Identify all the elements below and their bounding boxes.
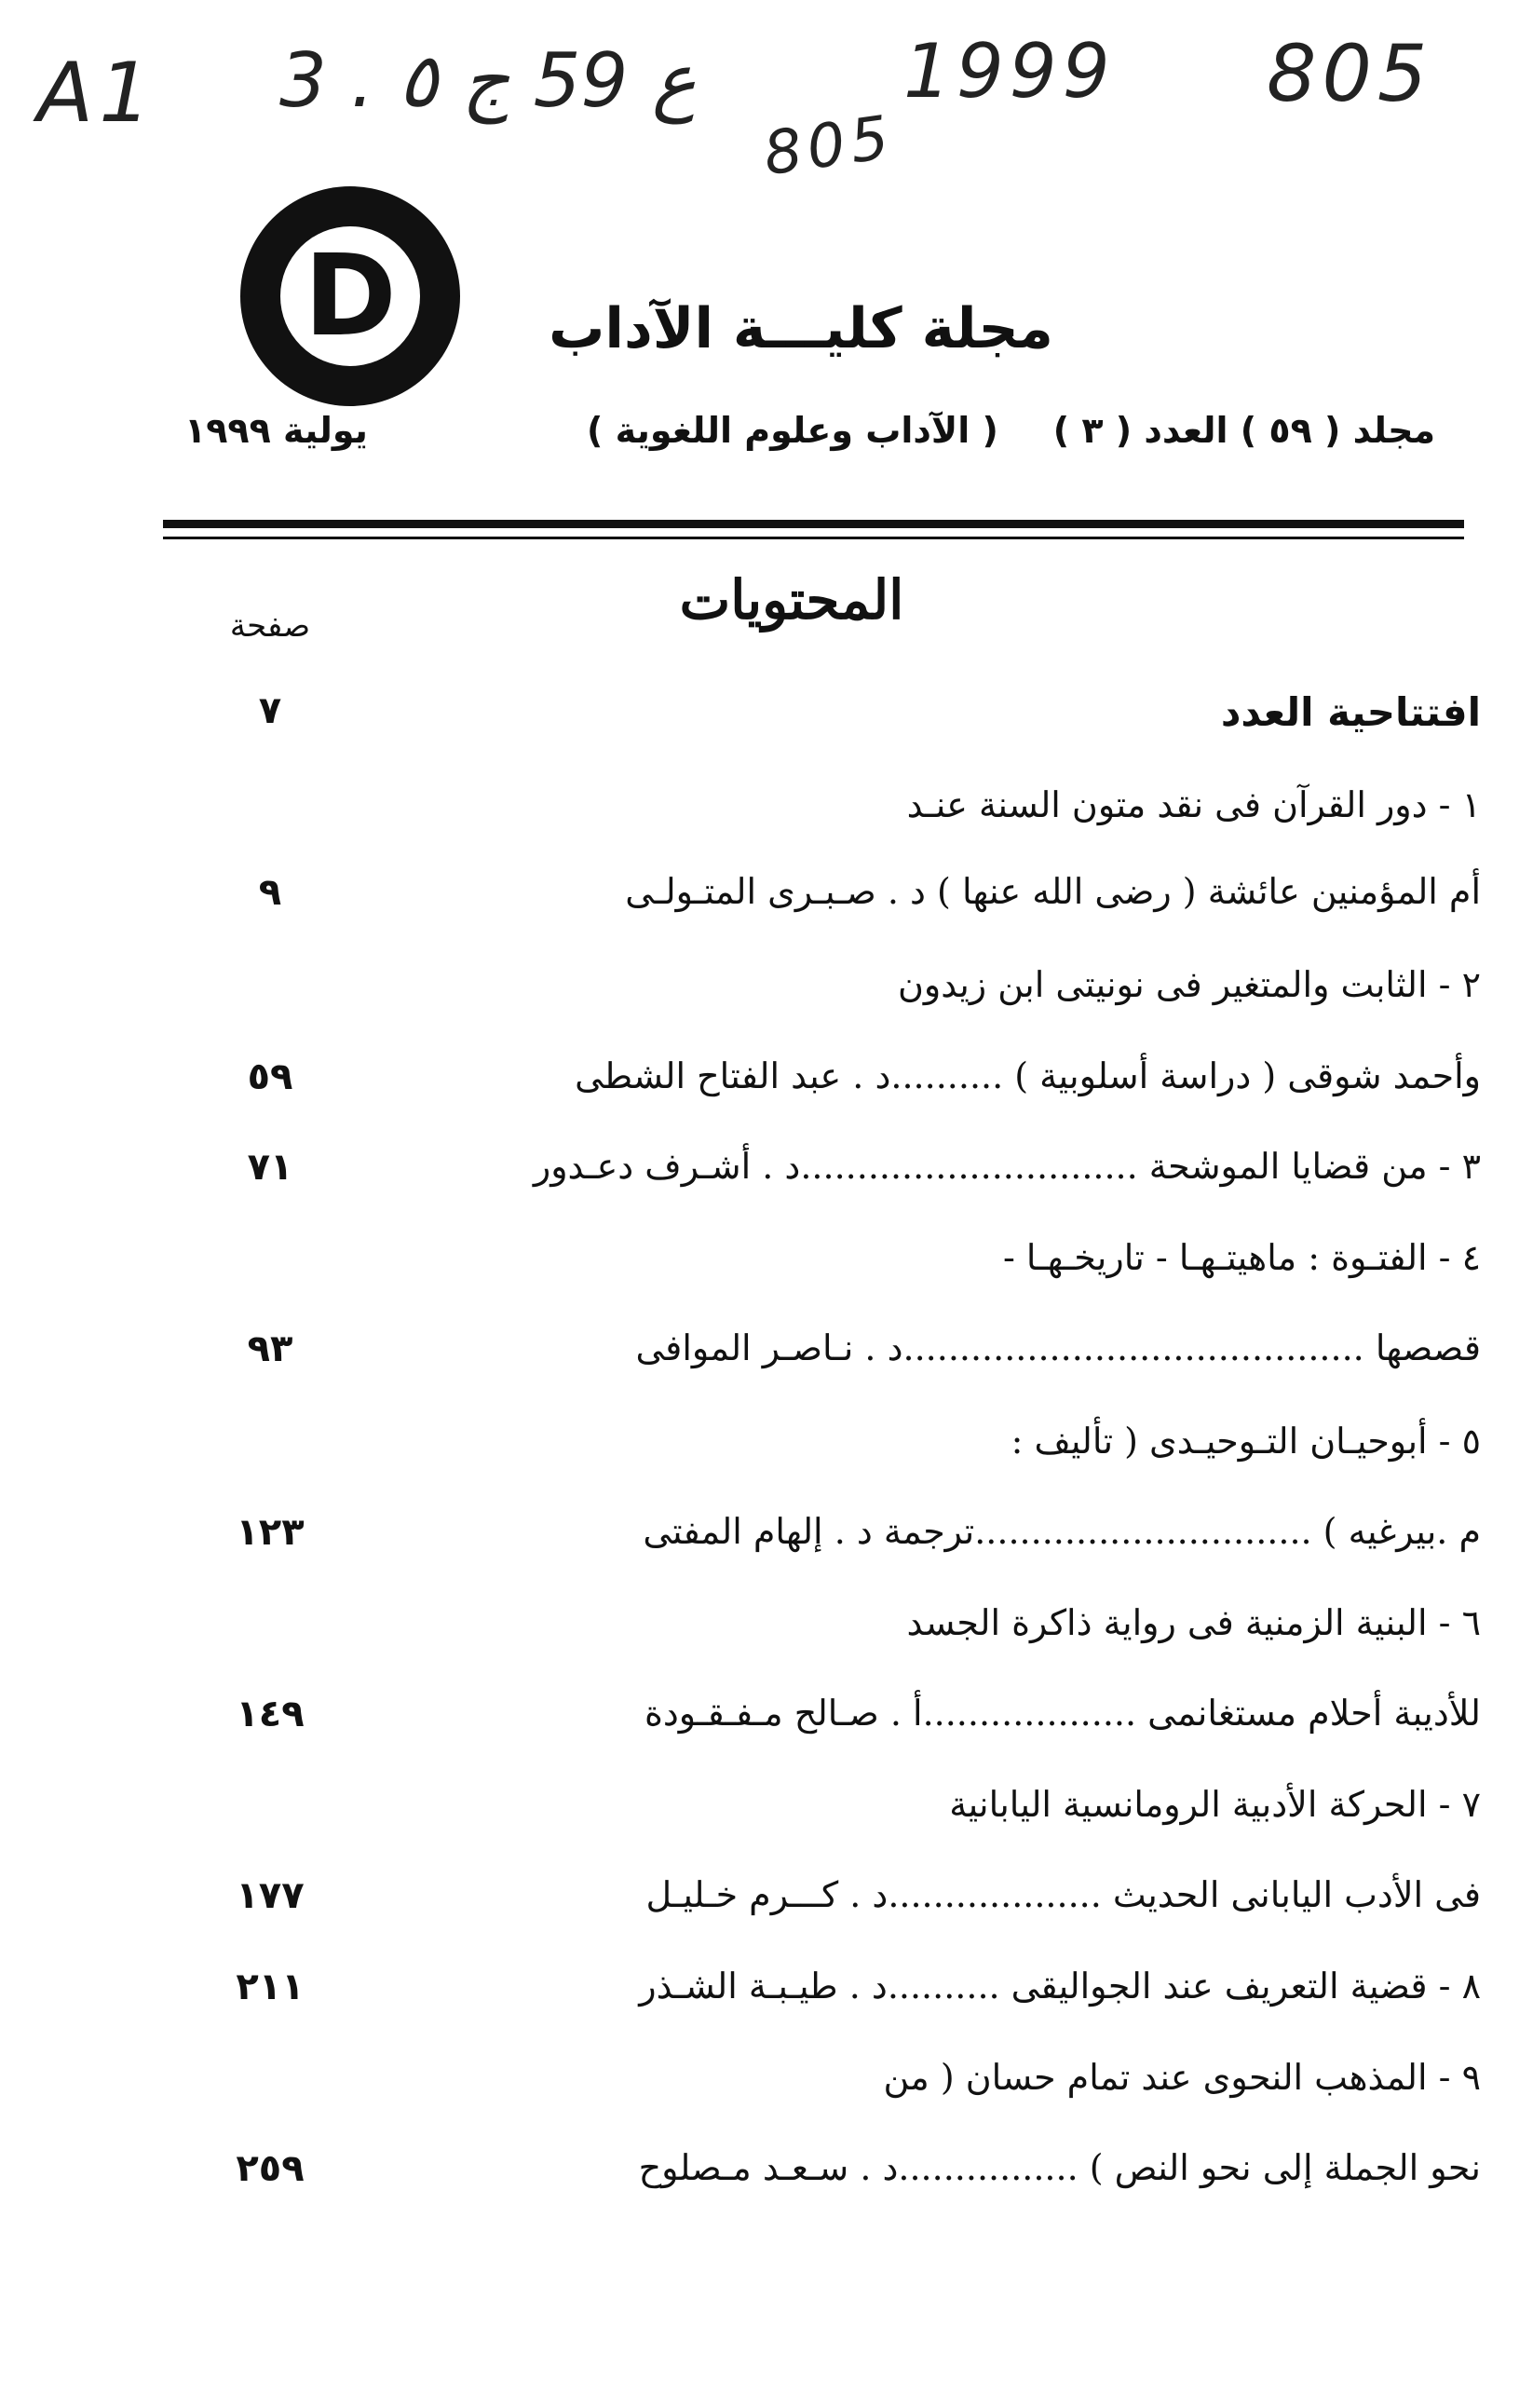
toc-row — [214, 689, 1481, 755]
handwritten-number: 805 — [1267, 28, 1433, 119]
toc-page-number: ٩٣ — [247, 1327, 293, 1370]
toc-entry-text: ٦ - البنية الزمنية فى رواية ذاكرة الجسد — [906, 1602, 1481, 1643]
toc-page-number: ٧١ — [247, 1146, 293, 1189]
toc-entry-text: ١ - دور القرآن فى نقد متون السنة عنـد — [906, 784, 1481, 825]
page-column-header: صفحة — [229, 607, 311, 645]
toc-entry-text: ٩ - المذهب النحوى عند تمام حسان ( من — [883, 2057, 1481, 2098]
toc-entry-text: ٧ - الحركة الأدبية الرومانسية اليابانية — [949, 1784, 1481, 1825]
toc-page-number: ٥٩ — [247, 1055, 293, 1098]
toc-row — [214, 1511, 1481, 1576]
toc-page-number: ٢١١ — [236, 1966, 305, 2008]
toc-row — [214, 1874, 1481, 1939]
journal-title: مجلة كليـــة الآداب — [549, 296, 1053, 361]
toc-entry-text: ٢ - الثابت والمتغير فى نونيتى ابن زيدون — [898, 964, 1481, 1005]
toc-row — [214, 1602, 1481, 1667]
volume-issue: مجلد ( ٥٩ ) العدد ( ٣ ) — [1052, 410, 1435, 451]
toc-page-number: ٩ — [258, 871, 282, 914]
toc-page-number: ٢٥٩ — [236, 2147, 305, 2190]
logo-letter: D — [280, 226, 420, 366]
toc-page-number: ١٢٣ — [236, 1511, 305, 1554]
toc-row — [214, 2057, 1481, 2122]
toc-page-number: ٧ — [258, 689, 282, 732]
toc-entry-text: ٤ - الفتـوة : ماهيتـهـا - تاريخـهـا - — [1002, 1237, 1481, 1278]
toc-row — [214, 1966, 1481, 2031]
issue-date: يولية ١٩٩٩ — [184, 410, 368, 451]
toc-entry-text: م .بيرغيه ) ..............................ترجمة د . إلهام المفتى — [643, 1511, 1481, 1552]
toc-entry-text: ٣ - من قضايا الموشحة ..............................د . أشـرف دعـدور — [533, 1146, 1481, 1187]
toc-row — [214, 871, 1481, 936]
toc-entry-text: فى الأدب اليابانى الحديث ...................د . كـــرم خـليـل — [645, 1874, 1481, 1915]
toc-row — [214, 1237, 1481, 1302]
toc-entry-text: نحو الجملة إلى نحو النص ) ................د . سـعـد مـصلوح — [638, 2147, 1481, 2188]
toc-row — [214, 2147, 1481, 2212]
handwritten-year: 1999 — [903, 28, 1116, 115]
toc-row — [214, 1146, 1481, 1211]
toc-entry-text: ٨ - قضية التعريف عند الجواليقى ..........د . طيـبـة الشـذر — [639, 1966, 1481, 2007]
toc-row — [214, 1055, 1481, 1121]
toc-row — [214, 1784, 1481, 1849]
handwritten-scribble: 805 — [759, 102, 899, 190]
handwritten-codes: 3 . ع 59 ج ٥ — [279, 37, 697, 124]
toc-entry-text: وأحمد شوقى ( دراسة أسلوبية ) ..........د . عبد الفتاح الشطى — [575, 1055, 1481, 1096]
toc-entry-text: افتتاحية العدد — [1220, 689, 1481, 735]
toc-page-number: ١٤٩ — [236, 1693, 305, 1735]
toc-row — [214, 784, 1481, 850]
toc-page-number: ١٧٧ — [236, 1874, 305, 1917]
toc-row — [214, 1327, 1481, 1393]
toc-entry-text: قصصها .........................................د . نـاصـر الموافى — [635, 1327, 1481, 1368]
toc-entry-text: ٥ - أبوحيـان التـوحيـدى ( تأليف : — [1011, 1421, 1481, 1462]
header-divider-thin — [163, 537, 1464, 539]
toc-entry-text: أم المؤمنين عائشة ( رضى الله عنها ) د . صـبـرى المتـولـى — [625, 871, 1481, 912]
journal-subtitle: ( الآداب وعلوم اللغوية ) — [587, 410, 998, 451]
handwritten-code-a1: A1 — [37, 45, 157, 141]
header-divider-thick — [163, 520, 1464, 528]
journal-logo — [240, 186, 460, 406]
contents-title: المحتويات — [679, 568, 904, 632]
toc-row — [214, 1693, 1481, 1758]
toc-entry-text: للأديبة أحلام مستغانمى ...................أ . صـالح مـفـقـودة — [644, 1693, 1481, 1734]
toc-row — [214, 1421, 1481, 1486]
toc-row — [214, 964, 1481, 1029]
